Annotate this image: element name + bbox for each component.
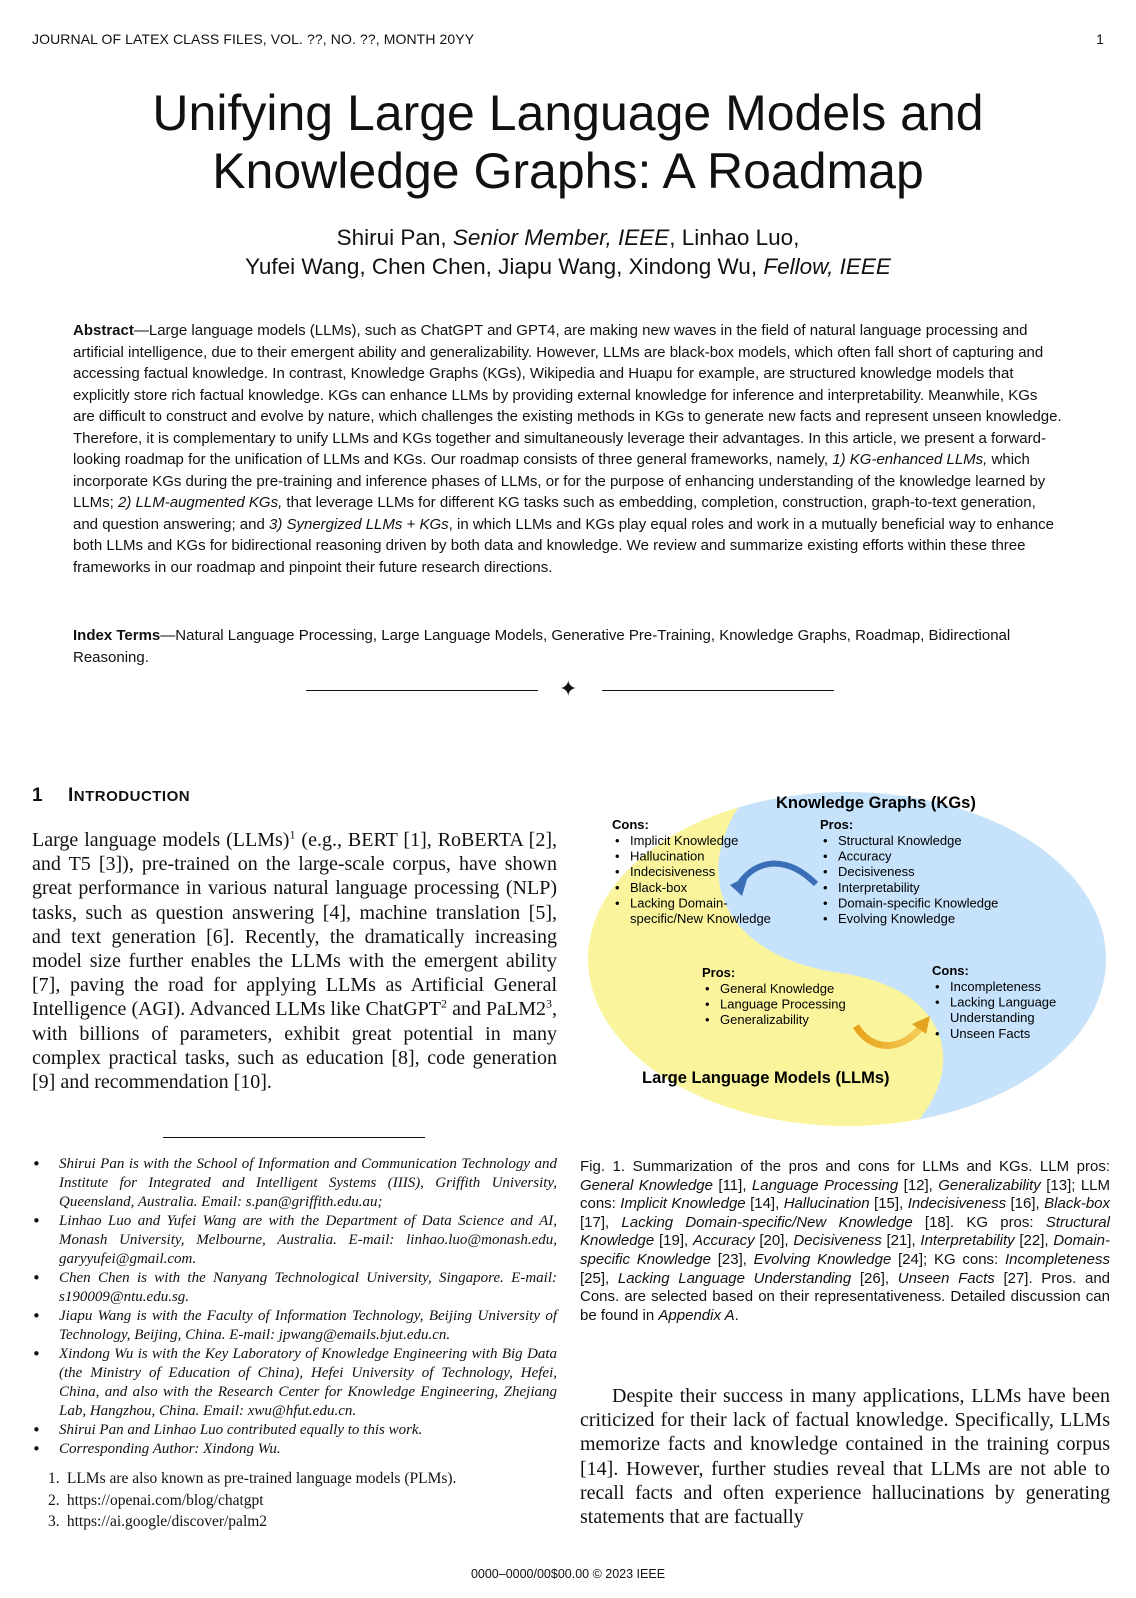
footnote-ref: 1 [289,827,296,842]
body-text: , with billions of parameters, exhibit great potential in many complex practical tasks, such as education [8], code generation [9] and recommendation [10]. [32,998,557,1094]
abstract-text: , in which LLMs and KGs play equal roles and work in a mutually beneficial way to enhance both LLMs and KGs for bidirectional reasoning driven by both data and knowledge. We review and summarize existing efforts within these three frameworks in our roadmap and pinpoint their future research directions. [73,515,1054,576]
body-paragraph: Despite their success in many applications, LLMs have been criticized for their lack of factual knowledge. Specifically, LLMs memorize facts and knowledge contained in the training corpus [14]. However, further studies reveal that LLMs are not able to recall facts and often experience hallucinations by generating statements that are factually [580,1385,1110,1529]
index-terms-text: —Natural Language Processing, Large Language Models, Generative Pre-Training, Knowledge Graphs, Roadmap, Bidirectional Reasoning. [73,627,1011,666]
author-text: Shirui Pan, [336,225,453,250]
list-item: Language Processing [720,996,846,1012]
list-item: Interpretability [838,879,920,895]
caption-text: [25], [580,1269,618,1287]
list-item: Accuracy [838,848,892,864]
body-text: (e.g., BERT [1], RoBERTA [2], and T5 [3]), pre-trained on the large-scale corpus, have shown great performance in various natural language processing (NLP) tasks, such as question answering [4], machine translation [5], and text generation [6]. Recently, the dramatically increasing model size further enables the LLMs with the emergent ability [7], paving the road for applying LLMs as Artificial General Intelligence (AGI). Advanced LLMs like ChatGPT [32,829,557,1021]
caption-term: Decisiveness [793,1232,882,1250]
author-list [0,223,1136,281]
abstract-emphasis: 2) LLM-augmented KGs, [118,494,283,511]
caption-text: [15], [869,1195,908,1213]
bullet-icon: • [705,1012,710,1028]
list-item: Structural Knowledge [838,833,962,848]
caption-term: Appendix A [658,1306,735,1324]
list-item: Black-box [630,879,688,895]
caption-term: Structural Knowledge [580,1213,1110,1250]
caption-text: . [734,1306,739,1324]
figure-caption [580,1158,1110,1325]
caption-term: Domain-specific Knowledge [580,1232,1111,1268]
copyright-footer: 0000–0000/00$00.00 © 2023 IEEE [470,1567,666,1581]
list-item: Lacking Language [950,994,1057,1010]
bullet-icon: • [935,994,940,1010]
list-item: Hallucination [630,848,705,864]
bullet-icon: • [823,895,828,911]
caption-text: [16], [1006,1195,1045,1213]
bullet-icon: • [823,911,828,926]
footnote-item [48,1490,558,1512]
caption-term: Accuracy [692,1232,755,1250]
bullet-icon: • [823,833,828,848]
bullet-icon: • [705,996,710,1012]
caption-text: [14], [745,1195,784,1213]
divider-line-right [602,690,834,691]
affiliation-item: • Corresponding Author: Xindong Wu. [32,1440,557,1459]
index-terms-label: Index Terms [73,627,161,644]
bullet-icon: • [823,864,828,880]
caption-text: [17], [580,1213,622,1231]
index-terms [73,625,1063,668]
caption-term: Hallucination [783,1195,870,1213]
bullet-icon: • [615,864,620,880]
title-line-1: Unifying Large Language Models and [152,85,984,141]
bullet-icon: • [705,981,710,996]
bullet-icon: • [935,1025,940,1041]
bullet-icon: • [823,848,828,864]
footnote-text[interactable]: https://ai.google/discover/palm2 [66,1513,268,1530]
list-item: Domain-specific Knowledge [838,895,999,911]
figure-llm-kg-pros-cons [580,788,1114,1130]
affiliation-item: • Linhao Luo and Yufei Wang are with the Department of Data Science and AI, Monash University, Melbourne, Australia. E-mail: linhao.luo@monash.edu, garyyufei@gmail.com. [32,1212,557,1269]
list-item: Unseen Facts [950,1025,1031,1041]
caption-text: [23], [710,1250,754,1268]
footnote-number: 3. [48,1513,60,1530]
author-role: Fellow, IEEE [763,254,891,279]
list-label: Cons: [612,817,649,832]
abstract-text: —Large language models (LLMs), such as ChatGPT and GPT4, are making new waves in the field of natural language processing and artificial intelligence, due to their emergent ability and generalizability. However, LLMs are black-box models, which often fall short of capturing and accessing factual knowledge. In contrast, Knowledge Graphs (KGs), Wikipedia and Huapu for example, are structured knowledge models that explicitly store rich factual knowledge. KGs can enhance LLMs by providing external knowledge for inference and interpretability. Meanwhile, KGs are difficult to construct and evolve by nature, which challenges the existing methods in KGs to generate new facts and represent unseen knowledge. Therefore, it is complementary to unify LLMs and KGs together and simultaneously leverage their advantages. In this article, we present a forward-looking roadmap for the unification of LLMs and KGs. Our roadmap consists of three general frameworks, namely, [73,322,1062,468]
list-label: Cons: [932,963,969,978]
caption-term: Evolving Knowledge [753,1250,892,1268]
list-item: Indecisiveness [630,864,716,880]
body-text: and PaLM2 [447,998,546,1021]
star-icon: ✦ [559,677,578,702]
bullet-icon: • [615,895,620,911]
caption-text: [13]; LLM cons: [580,1176,1110,1213]
list-item: specific/New Knowledge [630,911,771,926]
caption-term: Lacking Language Understanding [617,1269,852,1287]
list-item: Generalizability [720,1012,809,1028]
list-item: Decisiveness [838,864,915,880]
footnote-item [48,1511,558,1533]
abstract-emphasis: 1) KG-enhanced LLMs, [832,451,988,468]
list-item: General Knowledge [720,981,835,996]
bullet-icon: • [823,879,828,895]
caption-term: Black-box [1044,1195,1111,1213]
paper-title [0,84,1136,200]
kg-title: Knowledge Graphs (KGs) [776,794,976,813]
abstract [73,320,1063,578]
affiliation-list [32,1155,557,1459]
section-heading [32,785,190,807]
caption-text: [22], [1014,1232,1054,1250]
bullet-icon: • [935,979,940,994]
list-item: Implicit Knowledge [630,833,739,848]
caption-term: General Knowledge [580,1176,713,1194]
caption-term: Lacking Domain-specific/New Knowledge [621,1213,913,1231]
affiliation-item: • Chen Chen is with the Nanyang Technological University, Singapore. E-mail: s190009@ntu.edu.sg. [32,1269,557,1307]
footnote-rule [163,1137,425,1138]
section-title-initial: I [68,785,74,806]
affiliation-item: • Jiapu Wang is with the Faculty of Information Technology, Beijing University of Technology, Beijing, China. E-mail: jpwang@emails.bjut.edu.cn. [32,1307,557,1345]
caption-text: [12], [898,1176,939,1194]
footnote-ref: 3 [546,996,552,1011]
list-item: Lacking Domain- [630,895,728,911]
footnote-item [48,1468,558,1490]
caption-text: [20], [754,1232,794,1250]
list-label: Pros: [702,965,736,980]
section-title-rest: NTRODUCTION [73,788,191,805]
author-role: Senior Member, IEEE [452,225,670,250]
caption-text: [19], [654,1232,693,1250]
footnote-ref: 2 [441,996,448,1011]
footnote-text[interactable]: https://openai.com/blog/chatgpt [66,1491,264,1509]
caption-term: Generalizability [938,1176,1041,1194]
caption-text: [18]. KG pros: [912,1213,1046,1231]
caption-term: Indecisiveness [907,1195,1007,1213]
list-item: Incompleteness [950,979,1042,994]
caption-text: [21], [881,1232,921,1250]
divider-line-left [306,690,538,691]
caption-text: [11], [713,1176,752,1194]
caption-term: Unseen Facts [897,1269,995,1287]
footnote-text: LLMs are also known as pre-trained language models (PLMs). [66,1470,457,1487]
list-item: Understanding [950,1010,1035,1026]
llm-title: Large Language Models (LLMs) [642,1069,890,1088]
caption-term: Language Processing [751,1176,899,1194]
caption-term: Incompleteness [1004,1250,1110,1268]
section-divider [306,677,834,702]
affiliation-item: • Xindong Wu is with the Key Laboratory of Knowledge Engineering with Big Data (the Ministry of Education of China), Hefei University of Technology, Hefei, China, and also with the Research Center for Knowledge Engineering, Zhejiang Lab, Hangzhou, China. Email: xwu@hfut.edu.cn. [32,1345,557,1421]
body-text: Large language models (LLMs) [32,829,290,851]
author-text: , Linhao Luo, [669,225,800,250]
abstract-emphasis: 3) Synergized LLMs + KGs [268,515,449,533]
footnote-number: 2. [48,1491,60,1509]
footnote-list [48,1468,558,1533]
caption-term: Interpretability [920,1232,1015,1250]
footnote-number: 1. [48,1470,60,1487]
abstract-text: which incorporate KGs during the pre-training and inference phases of LLMs, or for the purpose of enhancing understanding of the knowledge learned by LLMs; [73,451,1046,511]
caption-text: [24]; KG cons: [891,1250,1005,1268]
bullet-icon: • [615,833,620,848]
caption-term: Implicit Knowledge [620,1195,746,1213]
list-item: Evolving Knowledge [838,911,956,926]
affiliation-item: • Shirui Pan is with the School of Information and Communication Technology and Institute for Integrated and Intelligent Systems (IIIS), Griffith University, Queensland, Australia. Email: s.pan@griffith.edu.au; [32,1155,557,1212]
affiliation-item: • Shirui Pan and Linhao Luo contributed equally to this work. [32,1421,557,1440]
caption-text: Fig. 1. Summarization of the pros and cons for LLMs and KGs. LLM pros: [580,1158,1110,1175]
list-label: Pros: [820,817,854,832]
author-text: Yufei Wang, Chen Chen, Jiapu Wang, Xindong Wu, [245,254,764,279]
intro-paragraph [32,828,557,1094]
journal-name: JOURNAL OF LATEX CLASS FILES, VOL. ??, NO. ??, MONTH 20YY [32,31,475,47]
page-number: 1 [1096,31,1104,47]
running-header [32,31,1104,47]
abstract-text: that leverage LLMs for different KG tasks such as embedding, completion, construction, graph-to-text generation, and question answering; and [73,494,1036,533]
bullet-icon: • [615,848,620,864]
bullet-icon: • [615,879,620,895]
caption-text: [26], [851,1269,898,1287]
caption-text: [27]. Pros. and Cons. are selected based on their representativeness. Detailed discussion can be found in [580,1269,1111,1324]
title-line-2: Knowledge Graphs: A Roadmap [212,143,924,199]
section-number: 1 [32,785,44,806]
abstract-label: Abstract [73,322,134,339]
